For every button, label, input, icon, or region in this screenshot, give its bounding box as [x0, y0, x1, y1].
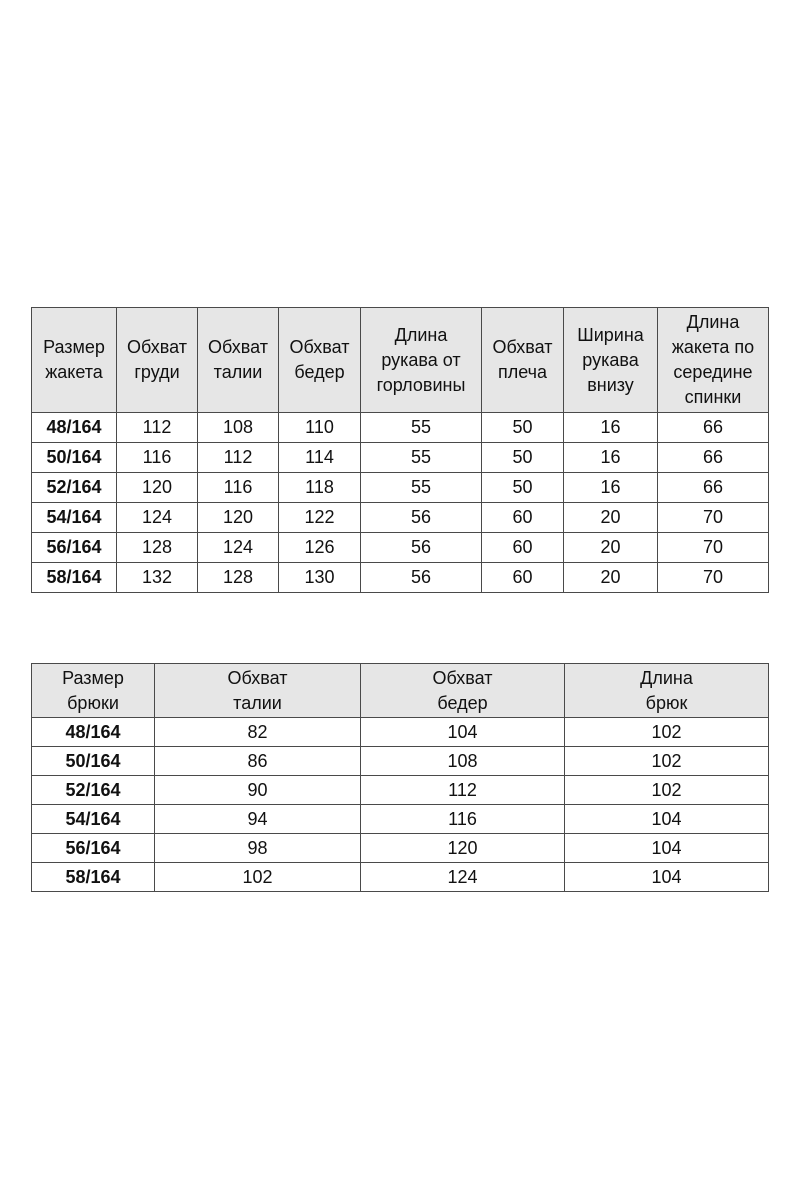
table-cell: 108 — [361, 747, 565, 776]
size-cell: 58/164 — [32, 563, 117, 593]
table-cell: 124 — [117, 503, 198, 533]
table-cell: 20 — [564, 533, 658, 563]
column-header: Длина жакета по середине спинки — [658, 308, 769, 413]
table-row — [32, 805, 769, 834]
table-cell: 60 — [482, 533, 564, 563]
table-cell: 86 — [155, 747, 361, 776]
table-cell: 124 — [361, 863, 565, 892]
table-cell: 94 — [155, 805, 361, 834]
trousers-size-table — [31, 663, 769, 892]
table-cell: 112 — [117, 413, 198, 443]
table-cell: 20 — [564, 563, 658, 593]
table-cell: 50 — [482, 413, 564, 443]
table-row — [32, 747, 769, 776]
size-cell: 48/164 — [32, 718, 155, 747]
size-cell: 54/164 — [32, 503, 117, 533]
table-cell: 102 — [565, 718, 769, 747]
column-header: Длина брюк — [565, 664, 769, 718]
table-cell: 70 — [658, 503, 769, 533]
table-cell: 56 — [361, 503, 482, 533]
table-row — [32, 718, 769, 747]
column-header: Длина рукава от горловины — [361, 308, 482, 413]
table-cell: 120 — [361, 834, 565, 863]
size-cell: 48/164 — [32, 413, 117, 443]
table-row — [32, 443, 769, 473]
column-header: Обхват плеча — [482, 308, 564, 413]
table-cell: 118 — [279, 473, 361, 503]
column-header: Размер жакета — [32, 308, 117, 413]
table-cell: 112 — [361, 776, 565, 805]
table-cell: 104 — [565, 863, 769, 892]
table-cell: 55 — [361, 443, 482, 473]
size-cell: 52/164 — [32, 776, 155, 805]
table-cell: 104 — [565, 805, 769, 834]
size-cell: 52/164 — [32, 473, 117, 503]
table-cell: 120 — [117, 473, 198, 503]
table-cell: 116 — [361, 805, 565, 834]
table-header-row — [32, 664, 769, 718]
table-row — [32, 776, 769, 805]
size-cell: 56/164 — [32, 834, 155, 863]
table-cell: 70 — [658, 563, 769, 593]
size-cell: 50/164 — [32, 747, 155, 776]
table-cell: 70 — [658, 533, 769, 563]
table-cell: 114 — [279, 443, 361, 473]
table-cell: 56 — [361, 563, 482, 593]
table-row — [32, 563, 769, 593]
table-cell: 56 — [361, 533, 482, 563]
table-cell: 98 — [155, 834, 361, 863]
column-header: Ширина рукава внизу — [564, 308, 658, 413]
table-cell: 102 — [565, 776, 769, 805]
table-cell: 132 — [117, 563, 198, 593]
table-cell: 16 — [564, 473, 658, 503]
table-cell: 66 — [658, 443, 769, 473]
table-cell: 120 — [198, 503, 279, 533]
table-cell: 66 — [658, 473, 769, 503]
table-cell: 108 — [198, 413, 279, 443]
table-header-row — [32, 308, 769, 413]
table-cell: 112 — [198, 443, 279, 473]
table-cell: 16 — [564, 413, 658, 443]
table-cell: 16 — [564, 443, 658, 473]
table-cell: 116 — [198, 473, 279, 503]
table-cell: 50 — [482, 443, 564, 473]
table-cell: 102 — [155, 863, 361, 892]
table-cell: 104 — [565, 834, 769, 863]
column-header: Обхват бедер — [361, 664, 565, 718]
table-row — [32, 863, 769, 892]
table-cell: 66 — [658, 413, 769, 443]
column-header: Обхват груди — [117, 308, 198, 413]
column-header: Обхват талии — [198, 308, 279, 413]
table-cell: 116 — [117, 443, 198, 473]
table-cell: 20 — [564, 503, 658, 533]
table-cell: 82 — [155, 718, 361, 747]
table-cell: 60 — [482, 563, 564, 593]
jacket-size-table — [31, 307, 769, 593]
table-row — [32, 834, 769, 863]
column-header: Размер брюки — [32, 664, 155, 718]
table-cell: 128 — [198, 563, 279, 593]
table-cell: 50 — [482, 473, 564, 503]
table-cell: 104 — [361, 718, 565, 747]
table-cell: 55 — [361, 413, 482, 443]
table-cell: 110 — [279, 413, 361, 443]
table-cell: 55 — [361, 473, 482, 503]
table-row — [32, 413, 769, 443]
table-row — [32, 473, 769, 503]
table-cell: 102 — [565, 747, 769, 776]
table-cell: 130 — [279, 563, 361, 593]
column-header: Обхват талии — [155, 664, 361, 718]
table-row — [32, 533, 769, 563]
size-cell: 50/164 — [32, 443, 117, 473]
column-header: Обхват бедер — [279, 308, 361, 413]
size-cell: 56/164 — [32, 533, 117, 563]
size-cell: 54/164 — [32, 805, 155, 834]
table-cell: 90 — [155, 776, 361, 805]
table-cell: 128 — [117, 533, 198, 563]
table-cell: 60 — [482, 503, 564, 533]
table-cell: 124 — [198, 533, 279, 563]
table-cell: 122 — [279, 503, 361, 533]
size-cell: 58/164 — [32, 863, 155, 892]
table-row — [32, 503, 769, 533]
table-cell: 126 — [279, 533, 361, 563]
